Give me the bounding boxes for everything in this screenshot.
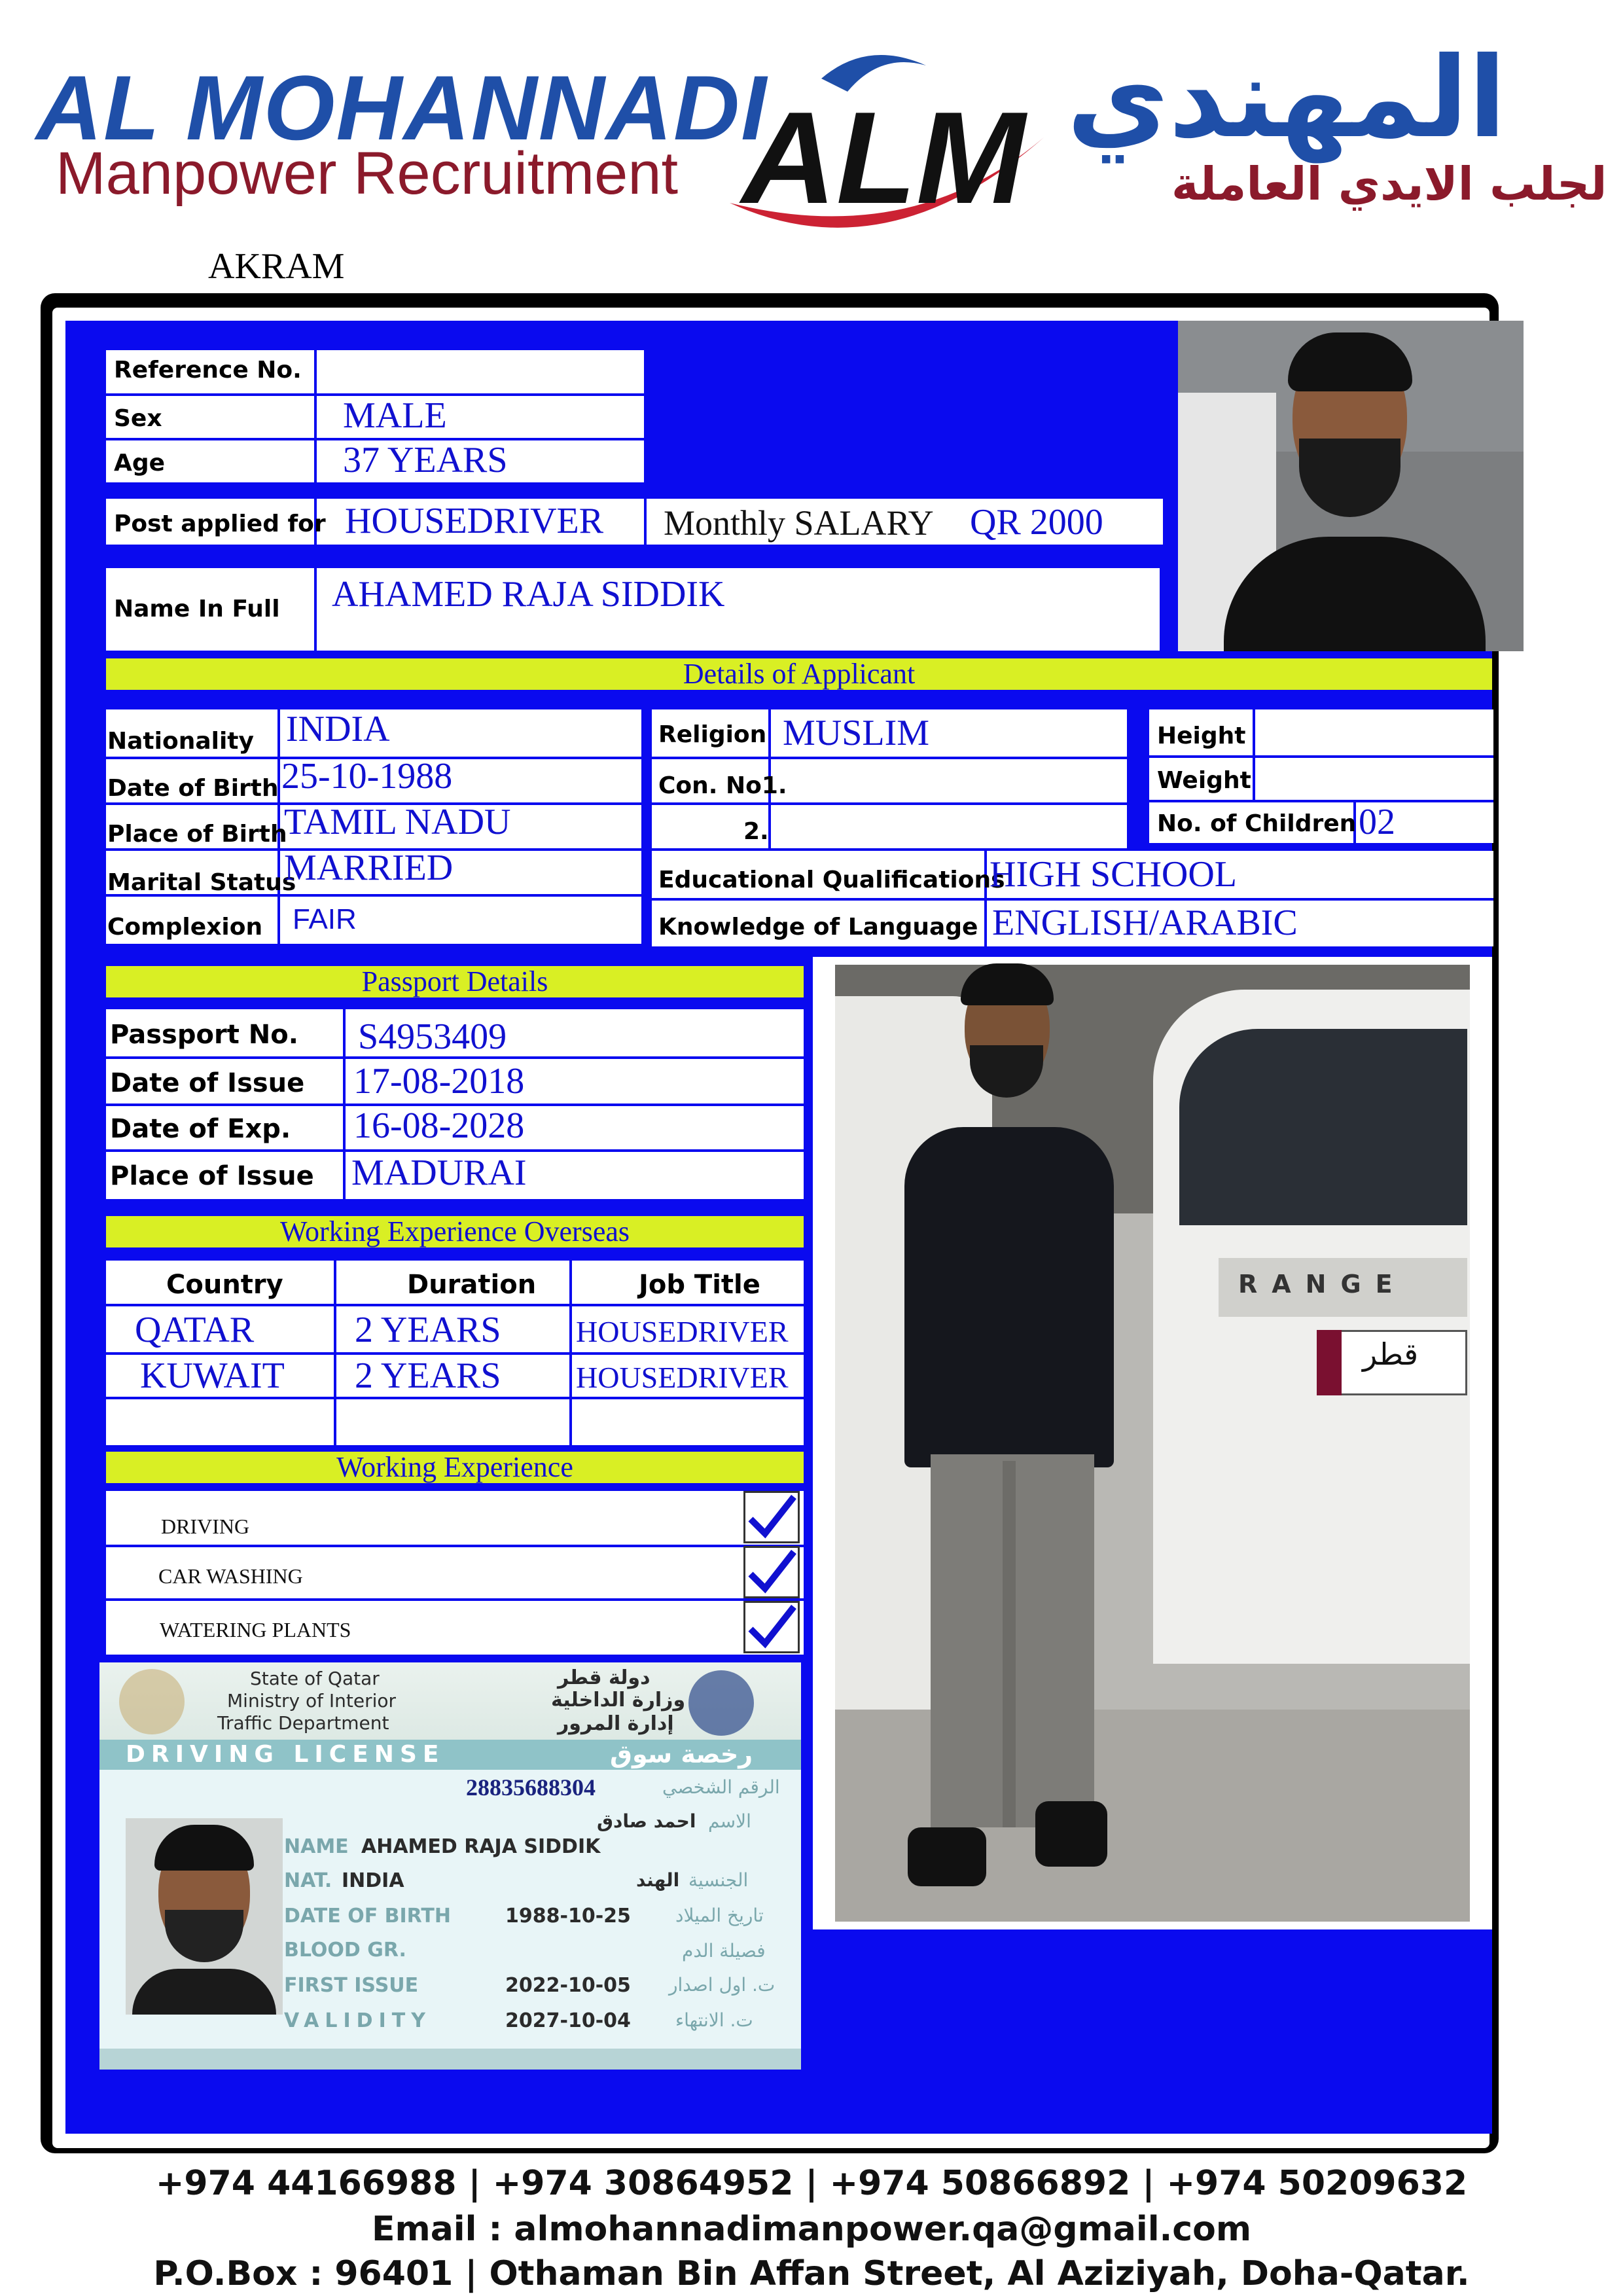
licence-name-label: NAME — [284, 1835, 349, 1858]
passport-exp-value: 16-08-2028 — [353, 1105, 525, 1146]
sex-value: MALE — [343, 395, 447, 436]
footer-address: P.O.Box : 96401 | Othaman Bin Affan Street, Al Aziziyah, Doha-Qatar. — [153, 2254, 1470, 2293]
qatar-emblem-icon — [119, 1669, 185, 1734]
licence-dob-label: DATE OF BIRTH — [284, 1905, 451, 1928]
pob-value: TAMIL NADU — [284, 802, 511, 842]
salary-value: QR 2000 — [970, 502, 1103, 543]
passport-no-value: S4953409 — [358, 1016, 507, 1057]
licence-ar-dob-label: تاريخ الميلاد — [675, 1905, 764, 1926]
details-left-table — [106, 709, 641, 944]
licence-ar-nat-label: الجنسية — [688, 1869, 749, 1891]
licence-validity: 2027-10-04 — [505, 2009, 631, 2032]
brand-subtitle: Manpower Recruitment — [56, 140, 679, 207]
licence-ar-first-label: ت. اول اصدار — [669, 1974, 776, 1996]
overseas-table — [106, 1261, 804, 1445]
nationality-label: Nationality — [107, 728, 254, 755]
complexion-label: Complexion — [107, 914, 263, 941]
details-bar: Details of Applicant — [106, 658, 1492, 690]
passport-bar: Passport Details — [106, 966, 804, 997]
marital-value: MARRIED — [284, 848, 454, 888]
overseas-bar: Working Experience Overseas — [106, 1216, 804, 1247]
name-row — [106, 568, 1160, 651]
licence-id-no: 28835688304 — [466, 1774, 596, 1801]
education-value: HIGH SCHOOL — [990, 854, 1237, 895]
brand-arabic-subtitle: لجلب الايدي العاملة — [1171, 157, 1607, 211]
post-row — [106, 499, 1163, 545]
overseas-row2-job: HOUSEDRIVER — [576, 1361, 789, 1394]
licence-photo — [126, 1818, 283, 2015]
skill-car-washing: CAR WASHING — [158, 1564, 303, 1588]
experience-table — [106, 1491, 804, 1655]
licence-ar-blood-label: فصيلة الدم — [682, 1940, 766, 1962]
overseas-header-duration: Duration — [407, 1270, 537, 1300]
experience-bar: Working Experience — [106, 1452, 804, 1483]
gcc-emblem-icon — [688, 1670, 754, 1736]
licence-dob: 1988-10-25 — [505, 1905, 631, 1928]
overseas-row2-duration: 2 YEARS — [355, 1355, 501, 1396]
age-value: 37 YEARS — [343, 440, 508, 480]
licence-title: DRIVING LICENSE — [126, 1741, 445, 1768]
weight-label: Weight — [1157, 767, 1251, 794]
passport-exp-label: Date of Exp. — [110, 1114, 291, 1144]
children-label: No. of Children — [1157, 810, 1357, 837]
religion-table — [652, 709, 1127, 848]
logo-text: ALM — [741, 85, 1026, 231]
licence-ar-name: احمد صادق — [597, 1810, 696, 1832]
skill-watering-plants: WATERING PLANTS — [160, 1618, 351, 1641]
language-value: ENGLISH/ARABIC — [992, 903, 1298, 943]
overseas-header-country: Country — [166, 1270, 283, 1300]
passport-place-value: MADURAI — [351, 1153, 527, 1193]
overseas-row2-country: KUWAIT — [140, 1355, 285, 1396]
licence-nat-label: NAT. — [284, 1869, 332, 1892]
check-icon — [743, 1546, 800, 1598]
overseas-header-job: Job Title — [639, 1270, 760, 1300]
children-value: 02 — [1359, 802, 1395, 842]
top-info-table — [106, 350, 644, 482]
agent-name: AKRAM — [208, 246, 345, 287]
reference-label: Reference No. — [114, 357, 302, 384]
applicant-full-photo — [813, 957, 1492, 1929]
overseas-row1-job: HOUSEDRIVER — [576, 1315, 789, 1348]
licence-blood-label: BLOOD GR. — [284, 1939, 406, 1962]
licence-nat: INDIA — [342, 1869, 404, 1892]
licence-state: State of Qatar — [250, 1668, 380, 1689]
licence-ar-dept: إدارة المرور — [558, 1712, 674, 1735]
licence-ar-ministry: وزارة الداخلية — [551, 1689, 686, 1712]
religion-value: MUSLIM — [783, 713, 930, 753]
licence-first-issue: 2022-10-05 — [505, 1974, 631, 1997]
religion-label: Religion — [658, 721, 767, 748]
age-label: Age — [114, 450, 166, 476]
height-weight-table — [1149, 709, 1493, 843]
alm-logo — [717, 39, 1057, 255]
dob-value: 25-10-1988 — [281, 756, 453, 797]
pob-label: Place of Birth — [107, 821, 287, 848]
contact1-label: Con. No1. — [658, 772, 787, 799]
education-label: Educational Qualifications — [658, 867, 1005, 893]
car-badge: RANGE — [1238, 1270, 1407, 1299]
name-value: AHAMED RAJA SIDDIK — [332, 574, 725, 615]
marital-label: Marital Status — [107, 869, 296, 896]
height-label: Height — [1157, 723, 1246, 749]
licence-ar-validity-label: ت. الانتهاء — [675, 2009, 753, 2031]
licence-ar-name-label: الاسم — [708, 1810, 751, 1832]
passport-issue-label: Date of Issue — [110, 1068, 305, 1098]
licence-ar-title: رخصة سوق — [610, 1740, 753, 1768]
passport-issue-value: 17-08-2018 — [353, 1061, 525, 1102]
licence-ministry: Ministry of Interior — [227, 1690, 397, 1712]
dob-label: Date of Birth — [107, 775, 279, 802]
driving-licence-card — [99, 1662, 801, 2070]
footer-phones: +974 44166988 | +974 30864952 | +974 50866892 | +974 50209632 — [155, 2164, 1468, 2203]
licence-first-label: FIRST ISSUE — [284, 1974, 419, 1997]
salary-label: Monthly SALARY — [664, 503, 934, 543]
nationality-value: INDIA — [286, 709, 390, 749]
skill-driving: DRIVING — [161, 1515, 250, 1538]
licence-validity-label: VALIDITY — [284, 2009, 431, 2032]
check-icon — [743, 1491, 800, 1543]
check-icon — [743, 1601, 800, 1653]
passport-table — [106, 1009, 804, 1199]
footer-email: Email : almohannadimanpower.qa@gmail.com — [371, 2210, 1252, 2249]
licence-ar-nat: الهند — [636, 1869, 680, 1891]
licence-dept: Traffic Department — [217, 1712, 389, 1734]
brand-arabic: المهندي — [1067, 33, 1507, 163]
passport-place-label: Place of Issue — [110, 1161, 314, 1191]
post-label: Post applied for — [114, 511, 326, 537]
licence-ar-state: دولة قطر — [558, 1666, 651, 1689]
post-value: HOUSEDRIVER — [345, 501, 604, 541]
contact2-label: 2. — [743, 818, 769, 845]
overseas-row1-country: QATAR — [135, 1310, 255, 1350]
name-label: Name In Full — [114, 596, 280, 622]
passport-no-label: Passport No. — [110, 1020, 298, 1050]
overseas-row1-duration: 2 YEARS — [355, 1310, 501, 1350]
licence-ar-id-label: الرقم الشخصي — [662, 1776, 780, 1798]
language-label: Knowledge of Language — [658, 914, 978, 941]
sex-label: Sex — [114, 405, 162, 432]
licence-name: AHAMED RAJA SIDDIK — [361, 1835, 601, 1858]
plate-text: قطر — [1363, 1336, 1419, 1372]
applicant-portrait-photo — [1178, 321, 1524, 651]
education-table — [652, 851, 1493, 946]
brand-name: AL MOHANNADI — [36, 56, 768, 159]
complexion-value: FAIR — [293, 903, 357, 935]
